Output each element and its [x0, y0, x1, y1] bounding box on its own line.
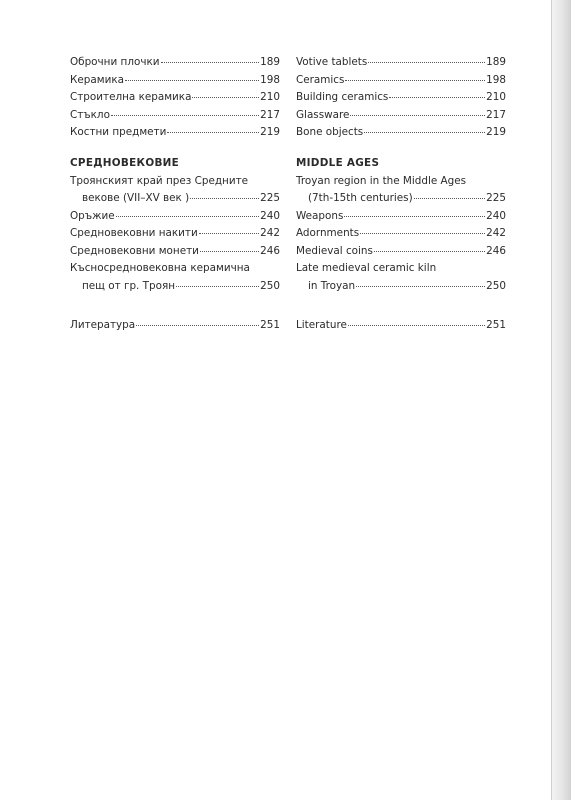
dot-leader — [356, 285, 485, 287]
dot-leader — [344, 215, 485, 217]
toc-entry-page: 198 — [486, 73, 506, 86]
toc-column-bulgarian — [70, 54, 280, 335]
toc-entry-page: 210 — [260, 91, 280, 103]
dot-leader — [111, 114, 259, 116]
dot-leader — [136, 324, 259, 326]
toc-entry[interactable] — [296, 208, 506, 226]
toc-entry-page: 189 — [486, 56, 506, 68]
toc-entry[interactable] — [296, 225, 506, 243]
toc-entry-page: 250 — [486, 279, 506, 292]
toc-entry[interactable] — [70, 124, 280, 142]
toc-entry-page: 251 — [486, 319, 506, 331]
dot-leader — [161, 61, 260, 63]
dot-leader — [389, 96, 485, 98]
toc-entry-page: 240 — [486, 209, 506, 222]
toc-entry-title: Стъкло — [70, 108, 110, 121]
toc-column-english — [296, 54, 506, 335]
toc-entry-page: 198 — [260, 73, 280, 86]
toc-top-list — [70, 54, 280, 142]
toc-entry-title: Adornments — [296, 227, 360, 239]
toc-entry[interactable] — [296, 89, 506, 107]
toc-entry-title: Building ceramics — [296, 91, 389, 103]
toc-entry-title-line: Троянският край през Средните — [70, 174, 249, 187]
dot-leader — [167, 131, 259, 133]
toc-entry[interactable] — [70, 173, 280, 208]
toc-entry[interactable] — [70, 89, 280, 107]
toc-entry-literature[interactable] — [296, 317, 506, 335]
dot-leader — [199, 232, 259, 234]
dot-leader — [350, 114, 485, 116]
dot-leader — [192, 96, 259, 98]
toc-entry-title: Medieval coins — [296, 244, 373, 257]
page-edge — [551, 0, 571, 800]
toc-entry-title: Weapons — [296, 209, 344, 222]
toc-entry-title: Литература — [70, 319, 136, 331]
toc-entry-literature[interactable] — [70, 317, 280, 335]
toc-entry[interactable] — [296, 107, 506, 125]
toc-entry-title: Средновековни накити — [70, 227, 198, 239]
toc-entry-title-line: Troyan region in the Middle Ages — [296, 174, 467, 187]
toc-entry-title: in Troyan — [308, 279, 356, 292]
toc-entry-title: Оброчни плочки — [70, 56, 160, 68]
toc-entry-page: 225 — [486, 192, 506, 204]
toc-entry-page: 246 — [486, 244, 506, 257]
toc-entry-page: 251 — [260, 319, 280, 331]
dot-leader — [348, 324, 485, 326]
toc-entry[interactable] — [296, 54, 506, 72]
section-heading: СРЕДНОВЕКОВИЕ — [70, 156, 180, 169]
toc-entry[interactable] — [296, 173, 506, 208]
dot-leader — [364, 131, 485, 133]
toc-entry[interactable] — [70, 260, 280, 295]
toc-entry-page: 189 — [260, 56, 280, 68]
toc-entry-page: 242 — [260, 227, 280, 239]
toc-entry-page: 240 — [260, 209, 280, 222]
toc-entry-title: Literature — [296, 319, 347, 331]
toc-entry-title: Керамика — [70, 73, 124, 86]
toc-entry-page: 219 — [260, 126, 280, 138]
toc-entry-page: 250 — [260, 279, 280, 292]
dot-leader — [368, 61, 485, 63]
toc-entry-page: 225 — [260, 192, 280, 204]
toc-entry-page: 217 — [260, 108, 280, 121]
toc-entry-page: 242 — [486, 227, 506, 239]
toc-entry-title: (7th-15th centuries) — [308, 192, 413, 204]
toc-entry[interactable] — [70, 72, 280, 90]
toc-entry-title: пещ от гр. Троян — [82, 279, 175, 292]
toc-entry-title: Glassware — [296, 108, 350, 121]
toc-entry-page: 217 — [486, 108, 506, 121]
toc-entry[interactable] — [296, 243, 506, 261]
toc-entry[interactable] — [70, 107, 280, 125]
dot-leader — [374, 250, 485, 252]
toc-entry-page: 210 — [486, 91, 506, 103]
toc-entry-title: Костни предмети — [70, 126, 167, 138]
dot-leader — [414, 197, 486, 199]
toc-entry[interactable] — [70, 243, 280, 261]
dot-leader — [360, 232, 485, 234]
toc-entry-title: Оръжие — [70, 209, 115, 222]
dot-leader — [176, 285, 259, 287]
toc-entry-title-line: Late medieval ceramic kiln — [296, 262, 437, 274]
toc-section-list — [70, 173, 280, 296]
toc-entry-title: векове (VII–XV век ) — [82, 192, 190, 204]
toc-entry-title-line: Късносредновековна керамична — [70, 262, 250, 274]
dot-leader — [125, 79, 259, 81]
dot-leader — [190, 197, 259, 199]
toc-entry-title: Bone objects — [296, 126, 364, 138]
dot-leader — [345, 79, 485, 81]
toc-entry-title: Средновековни монети — [70, 244, 199, 257]
section-heading: MIDDLE AGES — [296, 156, 380, 169]
toc-entry-title: Строителна керамика — [70, 91, 192, 103]
toc-entry[interactable] — [70, 225, 280, 243]
toc-entry-title: Votive tablets — [296, 56, 368, 68]
toc-entry[interactable] — [70, 54, 280, 72]
dot-leader — [200, 250, 259, 252]
toc-entry[interactable] — [296, 260, 506, 295]
toc-section-list — [296, 173, 506, 296]
toc-entry-page: 246 — [260, 244, 280, 257]
toc-top-list — [296, 54, 506, 142]
toc-entry-page: 219 — [486, 126, 506, 138]
toc-entry[interactable] — [296, 124, 506, 142]
toc-entry[interactable] — [296, 72, 506, 90]
dot-leader — [116, 215, 260, 217]
toc-entry[interactable] — [70, 208, 280, 226]
toc-entry-title: Ceramics — [296, 73, 345, 86]
